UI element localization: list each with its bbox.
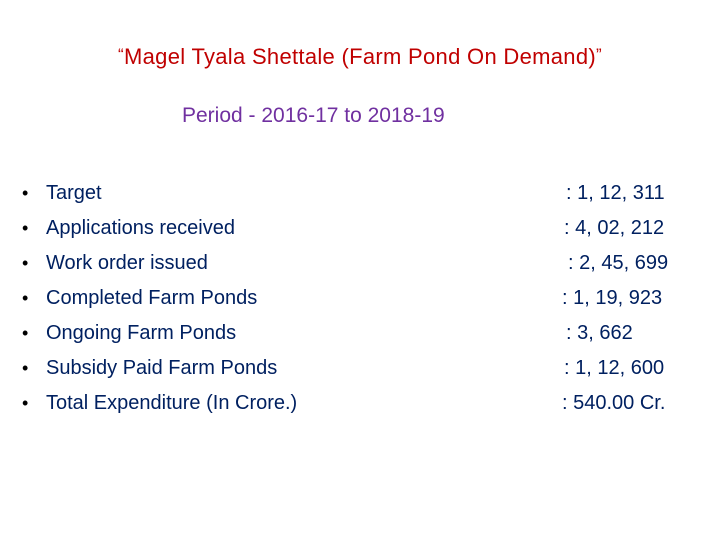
title-close-quote: ” xyxy=(595,45,602,64)
list-item-subsidy xyxy=(22,355,702,390)
bullet-icon: • xyxy=(22,218,29,238)
bullet-icon: • xyxy=(22,393,29,413)
item-value: : 1, 12, 600 xyxy=(564,357,665,379)
bullet-icon: • xyxy=(22,183,29,203)
item-label: Subsidy Paid Farm Ponds xyxy=(46,357,278,379)
item-label: Completed Farm Ponds xyxy=(46,287,258,309)
item-value: : 4, 02, 212 xyxy=(564,217,665,239)
title-text: Magel Tyala Shettale (Farm Pond On Demand) xyxy=(124,44,596,69)
item-value: : 540.00 Cr. xyxy=(562,392,666,414)
bullet-icon: • xyxy=(22,288,29,308)
list-item-completed xyxy=(22,285,702,320)
bullet-icon: • xyxy=(22,253,29,273)
item-label: Ongoing Farm Ponds xyxy=(46,322,237,344)
list-item-work-orders xyxy=(22,250,702,285)
item-value: : 1, 19, 923 xyxy=(562,287,663,309)
bullet-icon: • xyxy=(22,323,29,343)
item-value: : 2, 45, 699 xyxy=(568,252,669,274)
item-value: : 1, 12, 311 xyxy=(566,182,665,204)
list-item-ongoing xyxy=(22,320,702,355)
list-item-applications xyxy=(22,215,702,250)
item-label: Work order issued xyxy=(46,252,208,274)
item-value: : 3, 662 xyxy=(566,322,633,344)
slide-title xyxy=(0,44,720,70)
stats-list xyxy=(22,180,702,425)
item-label: Target xyxy=(46,182,102,204)
title-open-quote: “ xyxy=(118,45,125,64)
bullet-icon: • xyxy=(22,358,29,378)
item-label: Applications received xyxy=(46,217,235,239)
list-item-target xyxy=(22,180,702,215)
list-item-expenditure xyxy=(22,390,702,425)
item-label: Total Expenditure (In Crore.) xyxy=(46,392,298,414)
period-subtitle: Period - 2016-17 to 2018-19 xyxy=(182,104,445,127)
